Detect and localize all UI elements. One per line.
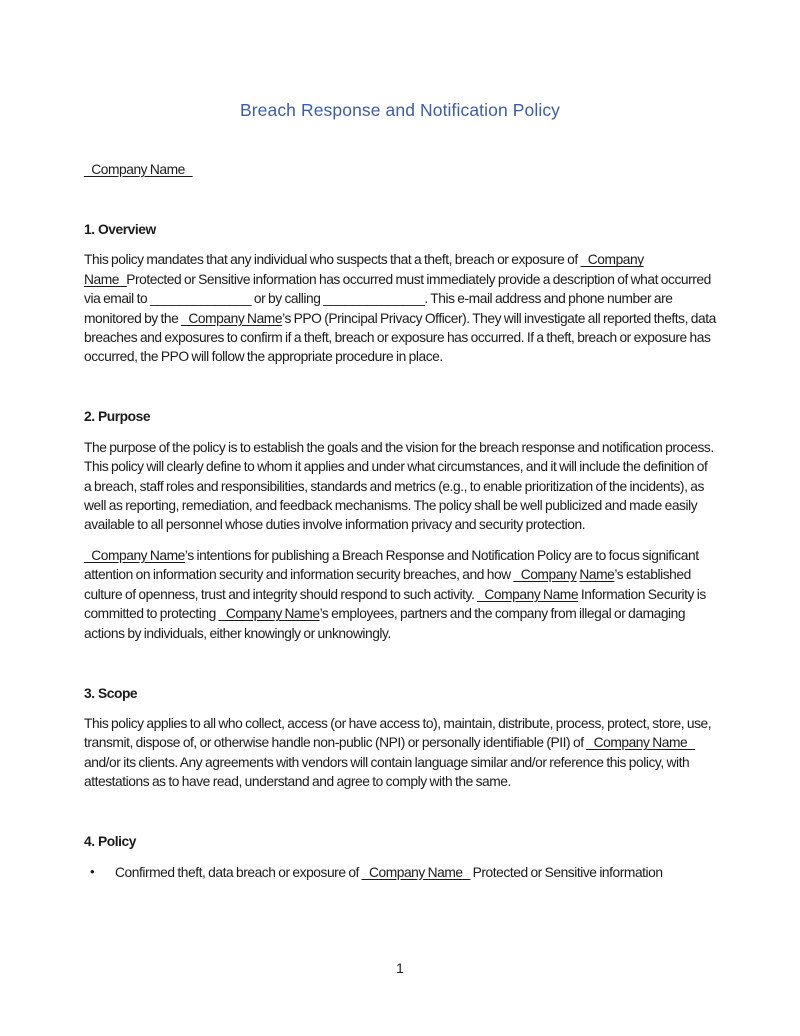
bullet-icon: • bbox=[90, 863, 95, 879]
policy-bullet-list bbox=[84, 863, 716, 882]
scope-paragraph: This policy applies to all who collect, access (or have access to), maintain, distribute, process, protect, store, use, transmit, dispose of, or otherwise handle non-public (NPI) or personally identifiable (PII) of _Company Name_ and/or its clients. Any agreements with vendors will contain language similar and/or reference this policy, with attestations as to have read, understand and agree to comply with the same. bbox=[84, 715, 712, 790]
purpose-paragraph-1: The purpose of the policy is to establish the goals and the vision for the breach response and notification process. This policy will clearly define to whom it applies and under what circumstances, and it will include the definition of a breach, staff roles and responsibilities, standards and metrics (e.g., to enable prioritization of the incidents), as well as reporting, remediation, and feedback mechanisms. The policy shall be well publicized and made easily available to all personnel whose duties involve information privacy and security protection. bbox=[84, 439, 714, 533]
section-scope bbox=[84, 684, 716, 792]
purpose-paragraph-2: _Company Name’s intentions for publishing a Breach Response and Notification Policy are to focus significant attention on information security and information security breaches, and how _Company Name’s established culture of openness, trust and integrity should respond to such activity. _Company Name Information Security is committed to protecting _Company Name’s employees, partners and the company from illegal or damaging actions by individuals, either knowingly or unknowingly. bbox=[84, 547, 706, 641]
page-number: 1 bbox=[396, 961, 404, 976]
section-overview bbox=[84, 220, 716, 367]
section-heading-policy: 4. Policy bbox=[84, 834, 136, 850]
document-title: Breach Response and Notification Policy bbox=[239, 100, 561, 120]
section-heading-scope: 3. Scope bbox=[84, 685, 138, 701]
section-purpose bbox=[84, 407, 716, 642]
section-policy bbox=[84, 832, 716, 882]
policy-bullet-item bbox=[84, 863, 716, 882]
policy-bullet-text: Confirmed theft, data breach or exposure of _Company Name_ Protected or Sensitive information bbox=[115, 864, 663, 880]
overview-paragraph: This policy mandates that any individual who suspects that a theft, breach or exposure of _Company Name_Protected or Sensitive information has occurred must immediately provide a description of what occurred via email to ______________ or by calling ______________. This e-mail address and phone number are monitored by the _Company Name’s PPO (Principal Privacy Officer). They will investigate all reported thefts, data breaches and exposures to confirm if a theft, breach or exposure has occurred. If a theft, breach or exposure has occurred, the PPO will follow the appropriate procedure in place. bbox=[84, 252, 716, 365]
section-heading-purpose: 2. Purpose bbox=[84, 409, 151, 425]
company-name-placeholder: _Company Name_ bbox=[84, 162, 193, 177]
section-heading-overview: 1. Overview bbox=[84, 222, 156, 237]
